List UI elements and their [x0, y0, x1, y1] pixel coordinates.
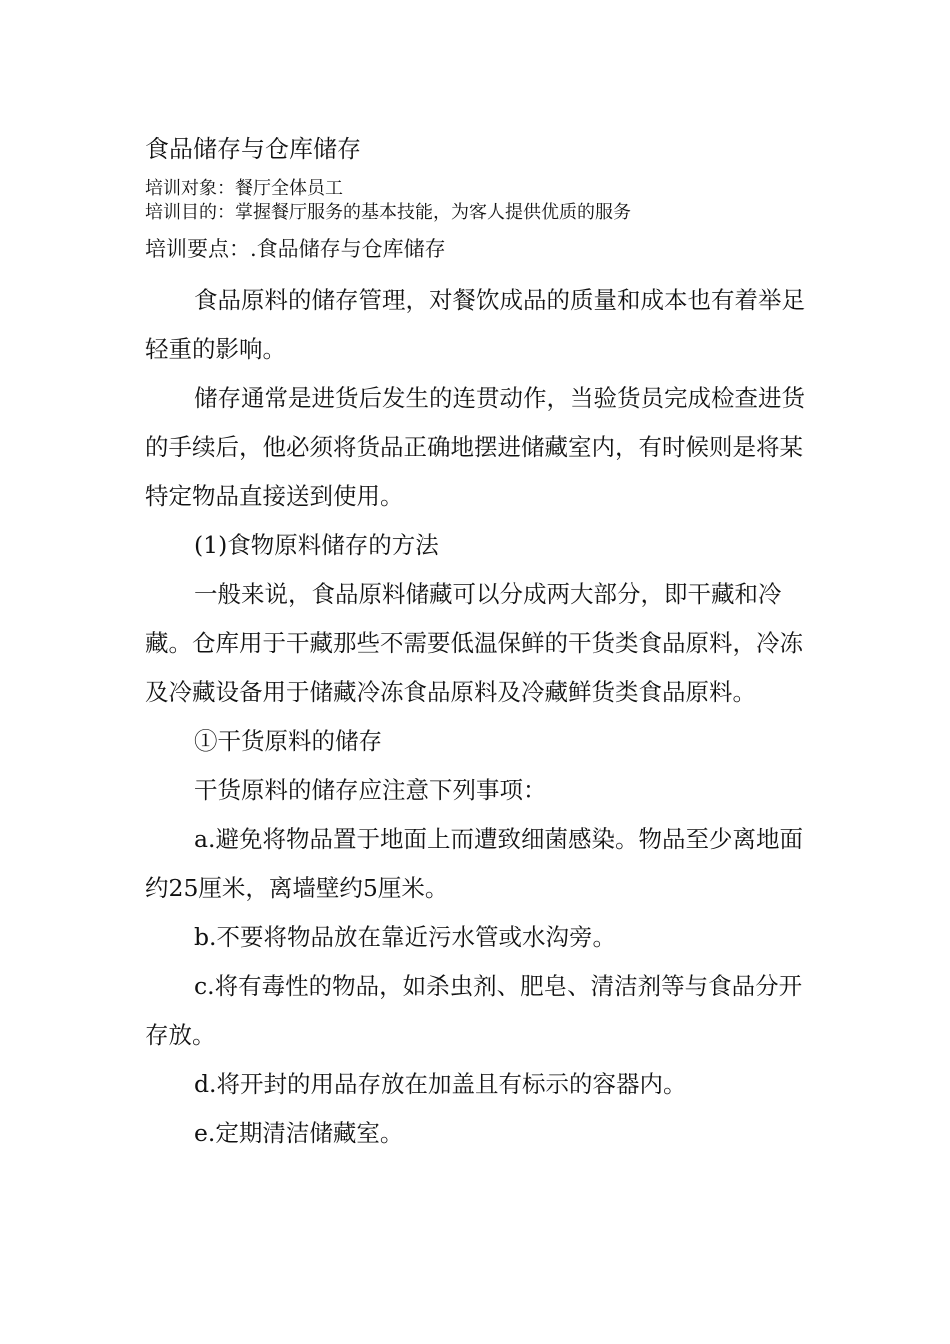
- training-purpose: 培训目的：掌握餐厅服务的基本技能，为客人提供优质的服务: [145, 202, 631, 223]
- list-item: a.避免将物品置于地面上而遭致细菌感染。物品至少离地面约25厘米，离墙壁约5厘米。: [145, 825, 803, 902]
- paragraph: 储存通常是进货后发生的连贯动作，当验货员完成检查进货的手续后，他必须将货品正确地摆进储藏室内，有时候则是将某特定物品直接送到使用。: [145, 384, 805, 510]
- subsection-heading: ①干货原料的储存: [194, 727, 382, 755]
- document-body: [145, 276, 815, 1158]
- list-item: e.定期清洁储藏室。: [194, 1119, 404, 1147]
- document-title: 食品储存与仓库储存: [145, 135, 361, 163]
- section-heading: (1)食物原料储存的方法: [194, 531, 439, 559]
- paragraph: 食品原料的储存管理，对餐饮成品的质量和成本也有着举足轻重的影响。: [145, 286, 805, 363]
- paragraph: 一般来说，食品原料储藏可以分成两大部分，即干藏和冷藏。仓库用于干藏那些不需要低温保鲜的干货类食品原料，冷冻及冷藏设备用于储藏冷冻食品原料及冷藏鲜货类食品原料。: [145, 580, 803, 706]
- list-item: c.将有毒性的物品，如杀虫剂、肥皂、清洁剂等与食品分开存放。: [145, 972, 803, 1049]
- paragraph: 干货原料的储存应注意下列事项：: [194, 776, 547, 804]
- training-points: 培训要点：.食品储存与仓库储存: [145, 237, 446, 261]
- list-item: b.不要将物品放在靠近污水管或水沟旁。: [194, 923, 617, 951]
- list-item: d.将开封的用品存放在加盖且有标示的容器内。: [194, 1070, 687, 1098]
- training-target: 培训对象：餐厅全体员工: [145, 178, 343, 199]
